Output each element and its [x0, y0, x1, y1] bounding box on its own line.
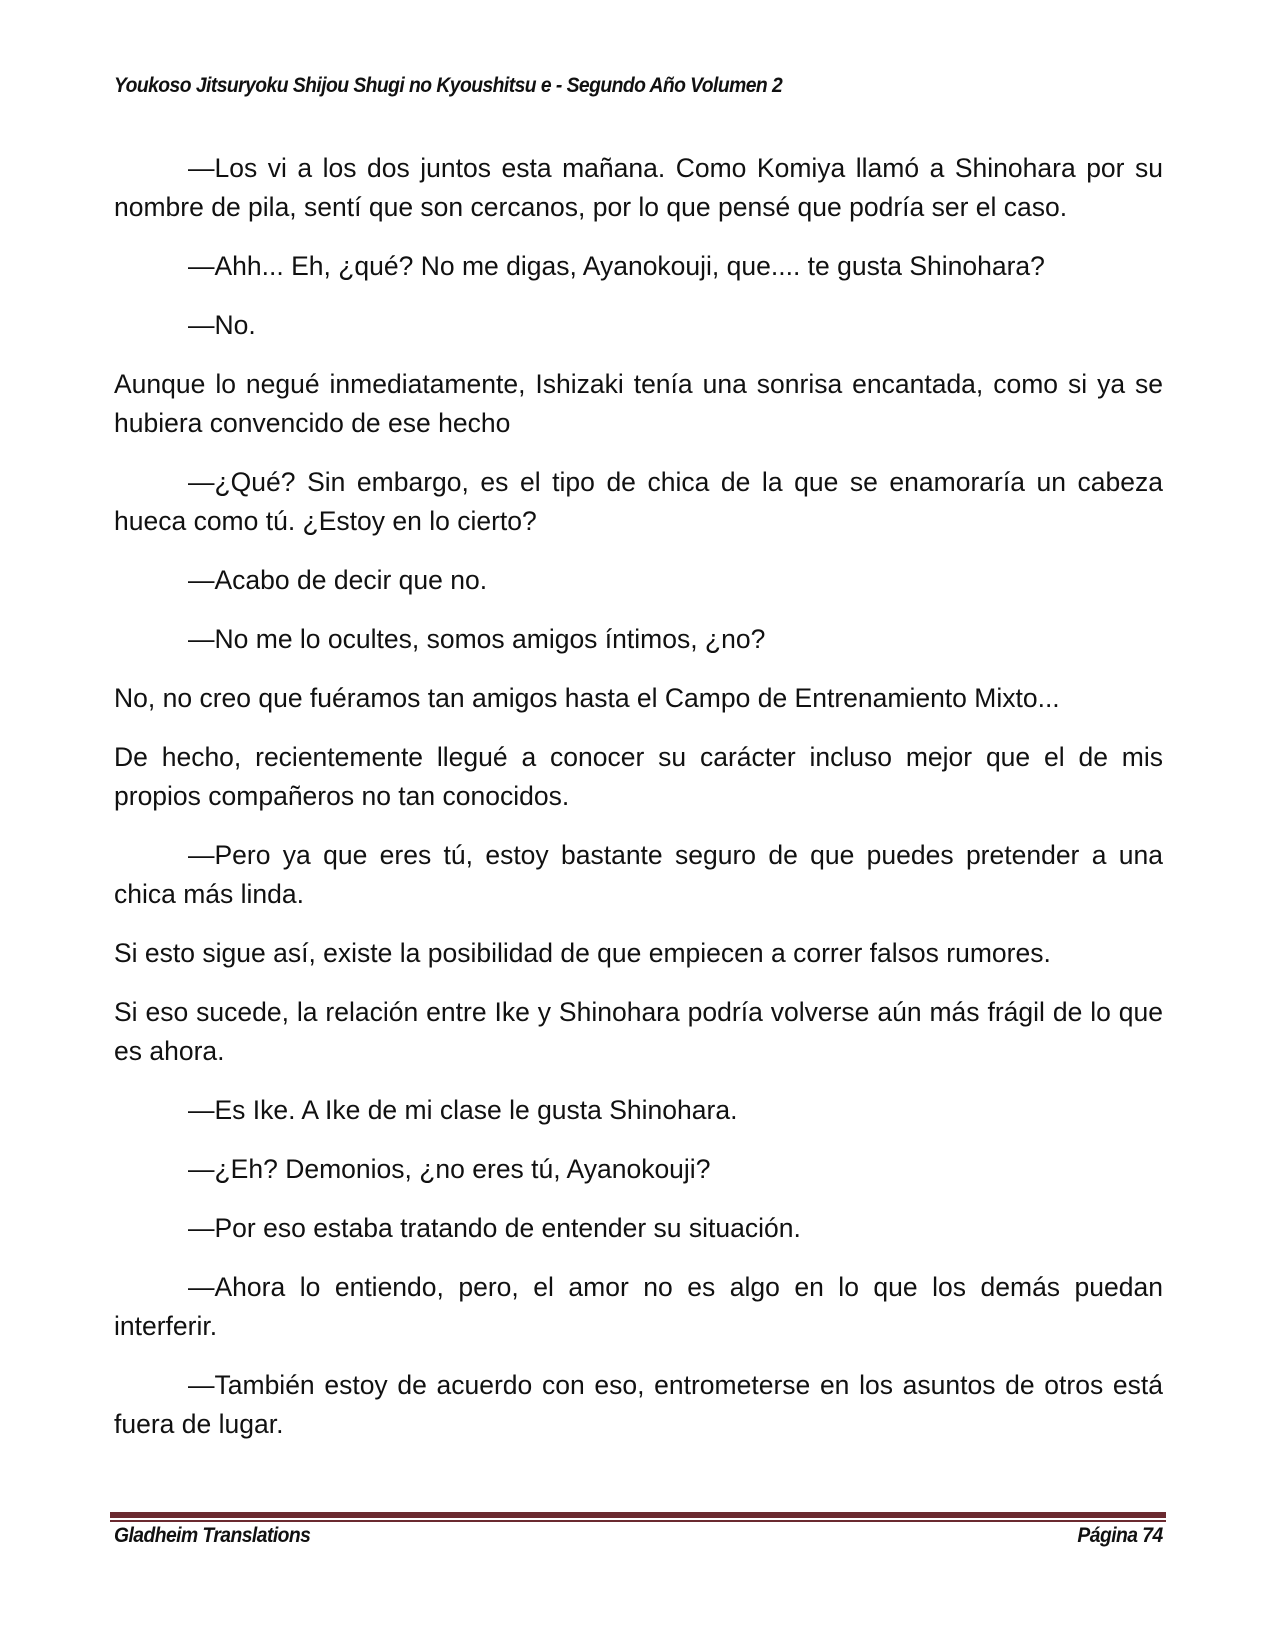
paragraph: De hecho, recientemente llegué a conocer su carácter incluso mejor que el de mis propios compañeros no tan conocidos. [114, 742, 1163, 811]
paragraph: —¿Eh? Demonios, ¿no eres tú, Ayanokouji? [188, 1154, 711, 1184]
paragraph: —¿Qué? Sin embargo, es el tipo de chica de la que se enamoraría un cabeza hueca como tú. ¿Estoy en lo cierto? [114, 467, 1163, 536]
footer-page-number: Página 74 [1077, 1524, 1163, 1547]
paragraph: —Es Ike. A Ike de mi clase le gusta Shinohara. [188, 1095, 738, 1125]
running-header: Youkoso Jitsuryoku Shijou Shugi no Kyoushitsu e - Segundo Año Volumen 2 [114, 74, 783, 97]
paragraph: —Acabo de decir que no. [188, 565, 488, 595]
paragraph: —También estoy de acuerdo con eso, entrometerse en los asuntos de otros está fuera de lugar. [114, 1370, 1163, 1439]
page-body [114, 149, 1163, 1464]
footer-rule [110, 1512, 1166, 1522]
paragraph: Aunque lo negué inmediatamente, Ishizaki tenía una sonrisa encantada, como si ya se hubiera convencido de ese hecho [114, 369, 1163, 438]
paragraph: No, no creo que fuéramos tan amigos hasta el Campo de Entrenamiento Mixto... [114, 683, 1060, 713]
paragraph: —No me lo ocultes, somos amigos íntimos, ¿no? [188, 624, 766, 654]
paragraph: —No. [188, 310, 256, 340]
paragraph: —Por eso estaba tratando de entender su situación. [188, 1213, 801, 1243]
paragraph: Si esto sigue así, existe la posibilidad de que empiecen a correr falsos rumores. [114, 938, 1051, 968]
paragraph: —Ahh... Eh, ¿qué? No me digas, Ayanokouji, que.... te gusta Shinohara? [188, 251, 1045, 281]
paragraph: —Pero ya que eres tú, estoy bastante seguro de que puedes pretender a una chica más linda. [114, 840, 1163, 909]
paragraph: —Ahora lo entiendo, pero, el amor no es algo en lo que los demás puedan interferir. [114, 1272, 1163, 1341]
paragraph: —Los vi a los dos juntos esta mañana. Como Komiya llamó a Shinohara por su nombre de pila, sentí que son cercanos, por lo que pensé que podría ser el caso. [114, 153, 1163, 222]
footer-publisher: Gladheim Translations [114, 1524, 311, 1547]
paragraph: Si eso sucede, la relación entre Ike y Shinohara podría volverse aún más frágil de lo que es ahora. [114, 997, 1163, 1066]
